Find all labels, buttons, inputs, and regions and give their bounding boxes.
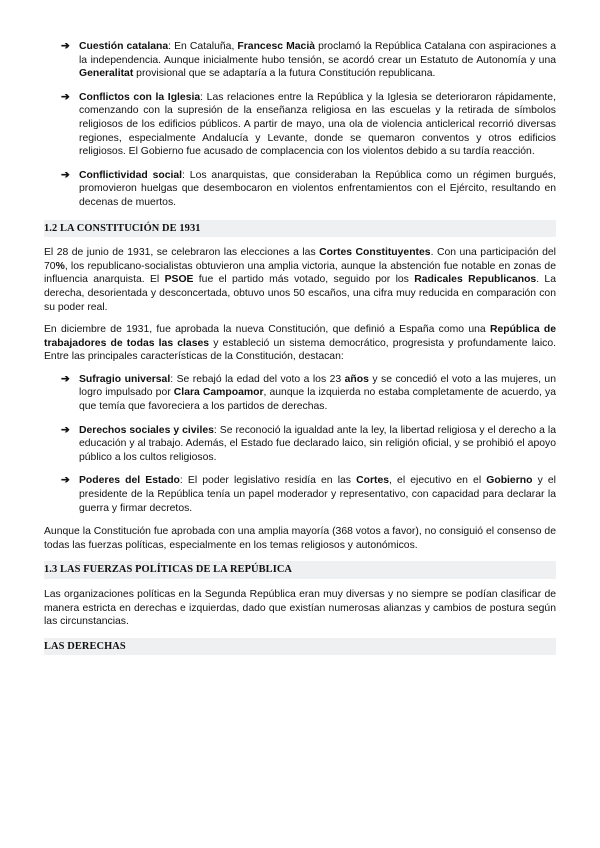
text-run: , el ejecutivo en el	[389, 475, 487, 487]
text-run: , los republicano-socialistas obtuvieron una amplia victoria, aunque la abstención fue notable en zonas de influencia anarquista. El	[44, 260, 556, 286]
bold-text: Cortes	[356, 475, 390, 487]
text-run: : Las relaciones entre la República y la Iglesia se deterioraron rápidamente, comenzando con la supresión de la enseñanza religiosa en las escuelas y la retirada de símbolos religiosos de los edificios públicos. A partir de mayo, una ola de violencia anticlerical recorrió diversas regiones, especialmente Andalucía y Levante, donde se quemaron conventos y otros edificios religiosos. El Gobierno fue acusado de complacencia con los violentos debido a su tardía reacción.	[79, 91, 556, 158]
paragraph-nueva-constitucion	[44, 323, 556, 364]
text-run: provisional que se adaptaría a la futura Constitución republicana.	[133, 68, 436, 80]
bullet-term: Cuestión catalana	[79, 41, 169, 52]
text-run: : Los anarquistas, que consideraban la República como un régimen burgués, promovieron huelgas que desembocaron en violentos enfrentamientos con el Ejército, resultando en decenas de muertos.	[79, 169, 556, 208]
arrow-icon: ➔	[61, 41, 70, 52]
section-heading-constitucion: 1.2 LA CONSTITUCIÓN DE 1931	[44, 220, 556, 238]
bullet-poderes-estado	[44, 474, 556, 515]
arrow-icon: ➔	[61, 424, 70, 436]
bold-text: República de trabajadores de todas las clases	[44, 324, 557, 349]
text-run: Las organizaciones políticas en la Segunda República eran muy diversas y no siempre se podían clasificar de manera estricta en derechas e izquierdas, dado que existían numerosas alianzas y cambios de postura según las circunstancias.	[44, 589, 556, 628]
text-run: : Se reconoció la igualdad ante la ley, la libertad religiosa y el derecho a la educación y al trabajo. Además, el Estado fue declarado laico, sin religión oficial, y se prohibió el apoyo público a los cultos religiosos.	[79, 424, 556, 463]
text-run: Aunque la Constitución fue aprobada con una amplia mayoría (368 votos a favor), no consiguió el consenso de todas las fuerzas políticas, especialmente en los temas religiosos y autonómicos.	[44, 526, 556, 551]
text-run: fue el partido más votado, seguido por los	[193, 274, 415, 286]
bullet-list-constitucion	[44, 373, 556, 515]
text-run: proclamó la República Catalana con aspiraciones a la independencia. Aunque inicialmente hubo tensión, se acordó crear un Estatuto de Autonomía y una	[79, 41, 556, 66]
text-run: . La derecha, desorientada y desconcertada, obtuvo unos 50 escaños, una cifra muy reducida en comparación con su poder real.	[44, 274, 556, 313]
bold-text: PSOE	[164, 274, 194, 286]
text-run: : En Cataluña,	[168, 41, 238, 52]
arrow-icon: ➔	[61, 91, 70, 103]
bold-text: Gobierno	[486, 475, 533, 487]
bullet-term: Sufragio universal	[79, 373, 171, 385]
text-run: y se concedió el voto a las mujeres, un logro impulsado por	[79, 373, 556, 399]
bold-text: Generalitat	[79, 68, 134, 80]
arrow-icon: ➔	[61, 373, 70, 385]
section-heading-fuerzas-politicas: 1.3 LAS FUERZAS POLÍTICAS DE LA REPÚBLICA	[44, 561, 556, 579]
paragraph-elecciones	[44, 246, 556, 314]
bullet-conflictividad-social	[44, 169, 556, 210]
bullet-term: Conflictividad social	[79, 169, 183, 181]
bullet-cuestion-catalana	[44, 40, 556, 81]
document-page	[44, 40, 556, 664]
bold-text: Clara Campoamor	[173, 387, 264, 399]
bullet-sufragio-universal	[44, 373, 556, 414]
arrow-icon: ➔	[61, 169, 70, 181]
text-run: En diciembre de 1931, fue aprobada la nueva Constitución, que definió a España como una	[44, 324, 490, 336]
bold-text: años	[344, 373, 369, 385]
bullet-conflictos-iglesia	[44, 91, 556, 159]
text-run: y estableció un sistema democrático, progresista y profundamente laico. Entre las principales características de la Constitución, destacan:	[44, 337, 556, 363]
paragraph-aprobacion	[44, 525, 556, 552]
bold-text: %	[55, 260, 65, 272]
bullet-term: Conflictos con la Iglesia	[79, 91, 201, 103]
bold-text: Francesc Macià	[237, 41, 315, 52]
bullet-term: Poderes del Estado	[79, 475, 180, 487]
bold-text: Cortes Constituyentes	[319, 247, 431, 259]
text-run: : Se rebajó la edad del voto a los 23	[170, 373, 345, 385]
bullet-list-top	[44, 40, 556, 210]
text-run: . Con una participación del 70	[44, 247, 556, 272]
text-run: : El poder legislativo residía en las	[179, 475, 357, 487]
arrow-icon: ➔	[61, 475, 70, 487]
text-run: y el presidente de la República tenía un papel moderador y representativo, con capacidad para declarar la guerra y firmar decretos.	[79, 475, 556, 514]
section-heading-derechas: LAS DERECHAS	[44, 638, 556, 656]
bullet-derechos-sociales	[44, 424, 556, 465]
text-run: El 28 de junio de 1931, se celebraron las elecciones a las	[44, 247, 320, 259]
paragraph-organizaciones	[44, 588, 556, 629]
text-run: , aunque la izquierda no estaba completamente de acuerdo, ya que temía que favoreciera a los partidos de derechas.	[79, 387, 556, 413]
bullet-term: Derechos sociales y civiles	[79, 424, 214, 436]
bold-text: Radicales Republicanos	[414, 274, 537, 286]
